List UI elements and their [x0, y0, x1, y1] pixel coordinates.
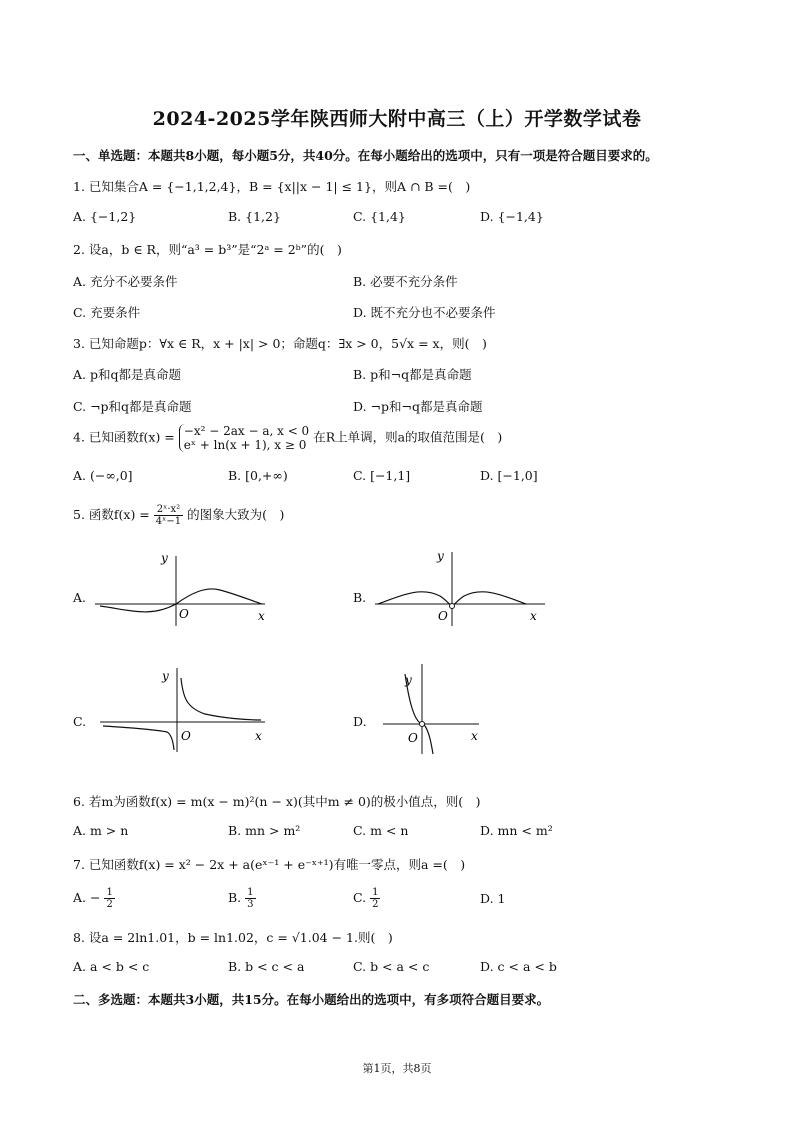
q8-stem: 8. 设a = 2ln1.01，b = ln1.02，c = √1.04 − 1.则( ) [73, 930, 393, 945]
q5-graph-b [370, 548, 550, 628]
curve-right [181, 678, 261, 720]
q1-option-a: A. {−1,2} [73, 209, 137, 224]
q3-option-d: D. ¬p和¬q都是真命题 [353, 399, 483, 414]
q1-option-d: D. {−1,4} [480, 209, 544, 224]
q7-option-a [73, 887, 115, 910]
q7-option-c-label: C. [353, 890, 367, 905]
q5-stem-post: 的图象大致为( ) [187, 507, 285, 522]
q5-fraction [154, 504, 183, 527]
q7-option-b-fraction [245, 887, 255, 910]
q6-option-b: B. mn > m² [228, 823, 301, 838]
q4-option-a: A. (−∞,0] [73, 468, 133, 483]
q2-stem: 2. 设a，b ∈ R，则“a³ = b³”是“2ᵃ = 2ᵇ”的( ) [73, 242, 342, 257]
q4-option-b: B. [0,+∞) [228, 468, 288, 483]
origin-label: O [408, 731, 418, 745]
q7-option-c-fraction [370, 887, 380, 910]
q5-graph-d [375, 660, 495, 756]
denominator: 3 [247, 899, 254, 910]
numerator: 1 [247, 887, 254, 898]
q4-option-c: C. [−1,1] [353, 468, 411, 483]
q2-option-a: A. 充分不必要条件 [73, 274, 178, 289]
q5-stem [73, 504, 284, 527]
section-single-choice: 一、单选题：本题共8小题，每小题5分，共40分。在每小题给出的选项中，只有一项是符合题目要求的。 [73, 148, 658, 163]
q5-option-c: C. [73, 714, 87, 729]
x-label: x [471, 729, 478, 743]
q4-piecewise [179, 424, 309, 452]
q7-option-b [228, 887, 256, 910]
origin-label: O [179, 607, 189, 621]
q5-option-b: B. [353, 590, 367, 605]
origin-label: O [181, 729, 191, 743]
q7-option-a-fraction [104, 887, 114, 910]
q4-stem [73, 424, 502, 452]
q5-option-d: D. [353, 714, 367, 729]
y-label: y [161, 551, 168, 565]
q1-option-b: B. {1,2} [228, 209, 281, 224]
q7-option-b-label: B. [228, 890, 242, 905]
y-label: y [437, 549, 444, 563]
q5-option-a: A. [73, 590, 87, 605]
q5-denominator: 4ˣ−1 [155, 516, 182, 527]
q8-option-a: A. a < b < c [73, 959, 150, 974]
q6-option-d: D. mn < m² [480, 823, 553, 838]
q5-graph-c [95, 664, 275, 754]
y-label: y [162, 669, 169, 683]
q5-stem-pre: 5. 函数f(x) = [73, 507, 150, 522]
q2-option-d: D. 既不充分也不必要条件 [353, 305, 496, 320]
q5-numerator: 2ˣ·x² [154, 504, 183, 516]
x-label: x [258, 609, 265, 623]
denominator: 2 [372, 899, 379, 910]
q3-option-a: A. p和q都是真命题 [73, 367, 181, 382]
q4-stem-post: 在R上单调，则a的取值范围是( ) [313, 429, 503, 445]
numerator: 1 [106, 887, 113, 898]
q7-option-d: D. 1 [480, 891, 506, 906]
q4-stem-pre: 4. 已知函数f(x) = [73, 429, 175, 445]
q4-case-1: −x² − 2ax − a, x < 0 [183, 424, 310, 438]
y-label: y [405, 673, 412, 687]
q8-option-d: D. c < a < b [480, 959, 557, 974]
q7-stem: 7. 已知函数f(x) = x² − 2x + a(eˣ⁻¹ + e⁻ˣ⁺¹)有唯一零点，则a =( ) [73, 857, 466, 872]
x-label: x [255, 729, 262, 743]
q8-option-b: B. b < c < a [228, 959, 305, 974]
hole-point [450, 604, 455, 609]
page-footer: 第1页，共8页 [362, 1062, 432, 1075]
denominator: 2 [106, 899, 113, 910]
q6-stem: 6. 若m为函数f(x) = m(x − m)²(n − x)(其中m ≠ 0)的极小值点，则( ) [73, 794, 481, 809]
q2-option-b: B. 必要不充分条件 [353, 274, 458, 289]
page-title: 2024-2025学年陕西师大附中高三（上）开学数学试卷 [152, 108, 642, 130]
q8-option-c: C. b < a < c [353, 959, 430, 974]
q3-option-c: C. ¬p和q都是真命题 [73, 399, 192, 414]
curve-left [103, 726, 174, 750]
q7-option-a-label: A. − [73, 890, 101, 905]
q7-option-c [353, 887, 380, 910]
q5-graph-a [90, 548, 270, 628]
q1-option-c: C. {1,4} [353, 209, 406, 224]
q2-option-c: C. 充要条件 [73, 305, 141, 320]
q3-option-b: B. p和¬q都是真命题 [353, 367, 472, 382]
q4-option-d: D. [−1,0] [480, 468, 538, 483]
q6-option-a: A. m > n [73, 823, 129, 838]
numerator: 1 [372, 887, 379, 898]
q4-case-2: eˣ + ln(x + 1), x ≥ 0 [183, 438, 307, 452]
q3-stem: 3. 已知命题p：∀x ∈ R，x + |x| > 0；命题q：∃x > 0，5√x = x，则( ) [73, 336, 487, 351]
q6-option-c: C. m < n [353, 823, 409, 838]
x-label: x [530, 609, 537, 623]
section-multi-choice: 二、多选题：本题共3小题，共15分。在每小题给出的选项中，有多项符合题目要求。 [73, 992, 550, 1007]
hole-point [420, 722, 425, 727]
q1-stem: 1. 已知集合A = {−1,1,2,4}，B = {x||x − 1| ≤ 1}，则A ∩ B =( ) [73, 179, 471, 194]
origin-label: O [438, 609, 448, 623]
